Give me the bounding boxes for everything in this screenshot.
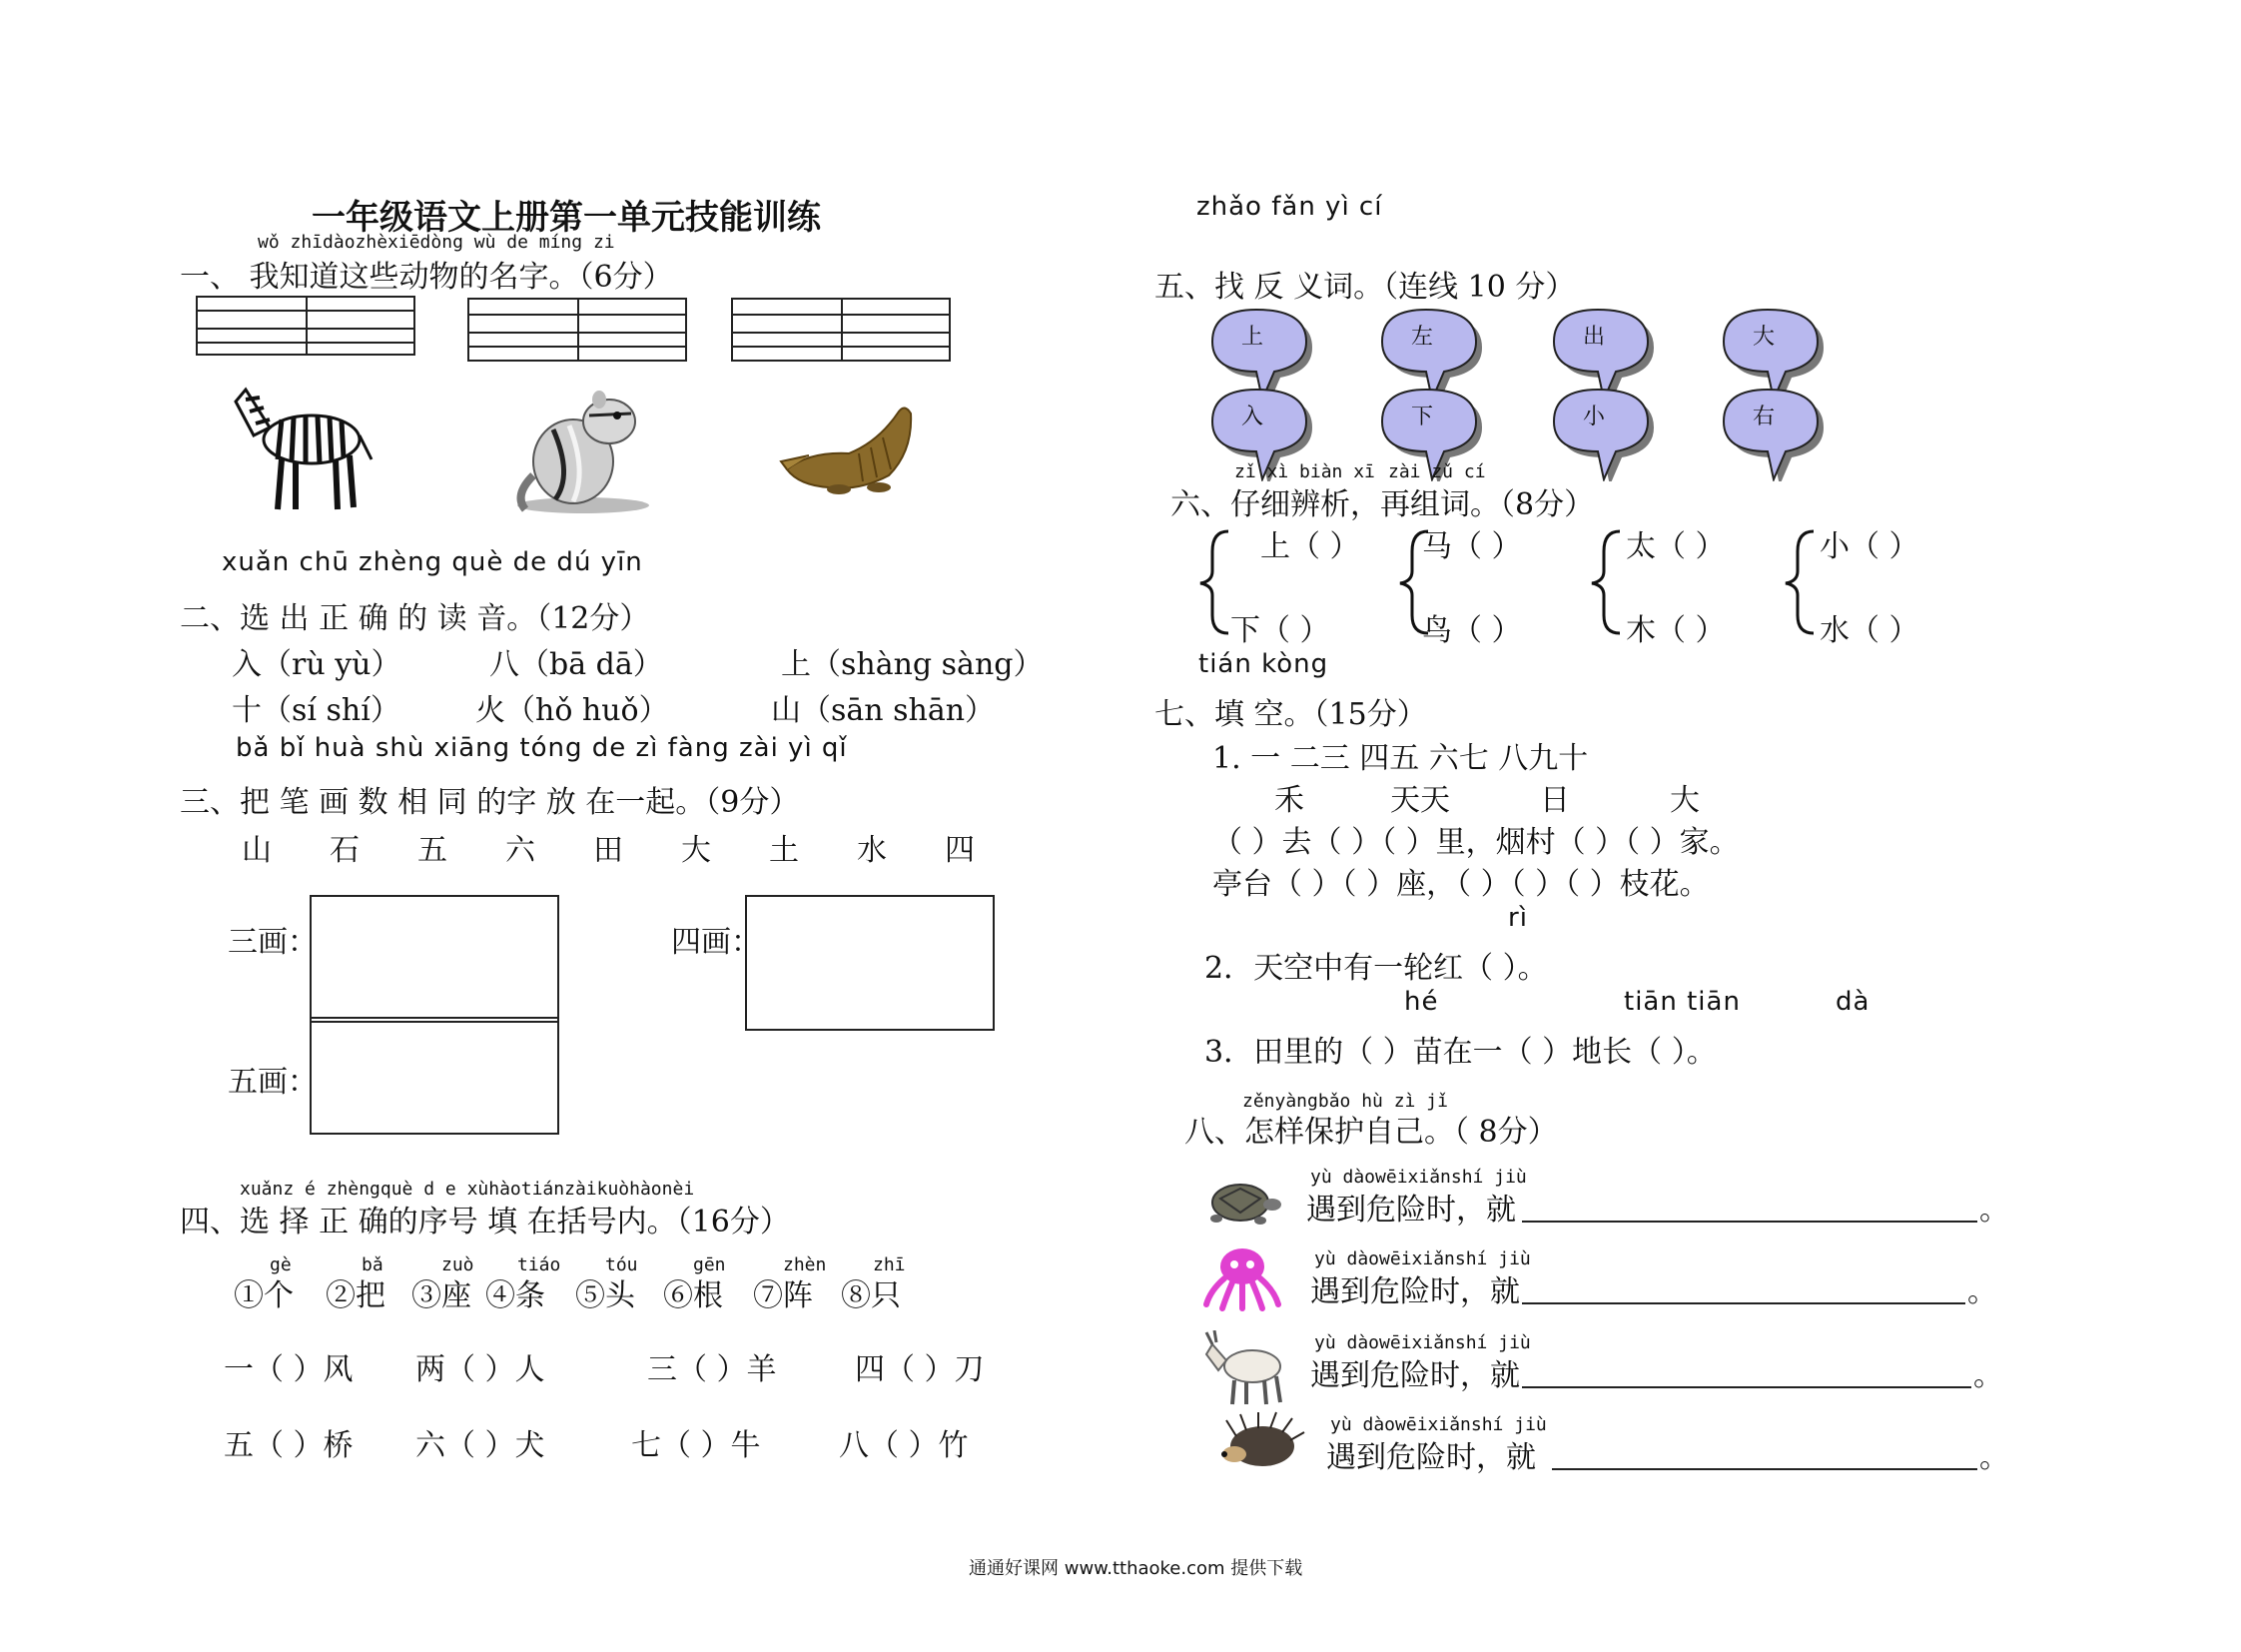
line-pinyin: yù dàowēixiǎnshí jiù [1314,1248,1531,1269]
s6-heading: 六、仔细辨析，再组词。（8分） [1170,487,1595,522]
option: ①个 [234,1278,294,1313]
measure-blank[interactable]: 四（ ）刀 [855,1352,985,1387]
s3-char: 五 [417,833,447,868]
antonym-bubble-bottom[interactable] [1374,382,1464,453]
s7-q2-pinyin: rì [1508,903,1528,933]
line-end: 。 [1979,1193,2009,1228]
page-title: 一年级语文上册第一单元技能训练 [312,198,821,238]
line-pinyin: yù dàowēixiǎnshí jiù [1330,1414,1547,1435]
word-blank[interactable]: 小（ ） [1820,529,1919,564]
octopus-image [1202,1244,1282,1312]
option: ②把 [326,1278,385,1313]
antonym-bubble-bottom[interactable] [1716,382,1806,453]
line-end: 。 [1973,1358,2003,1393]
s2-item-1: 入（rù yù） [232,647,401,682]
line-text: 遇到危险时，就 [1306,1193,1516,1228]
s8-heading: 八、怎样保护自己。（ 8分） [1184,1115,1558,1150]
turtle-image [1202,1169,1282,1233]
s1-heading: 一、 我知道这些动物的名字。（6分） [180,260,673,295]
line-pinyin: yù dàowēixiǎnshí jiù [1314,1332,1531,1353]
s7-q2[interactable]: 2．天空中有一轮红（ ）。 [1204,951,1548,986]
option: ⑦阵 [753,1278,813,1313]
s3-char: 石 [330,833,360,868]
s2-item-5: 火（hǒ huǒ） [475,693,669,728]
s2-item-6: 山（sān shān） [771,693,996,728]
s2-item-4: 十（sí shí） [232,693,400,728]
line-pinyin: yù dàowēixiǎnshí jiù [1310,1167,1527,1188]
s3-pinyin: bǎ bǐ huà shù xiāng tóng de zì fàng zài yì qǐ [236,733,848,763]
brace-icon [1782,527,1822,637]
s3-char: 水 [857,833,887,868]
s7-q1-word: 大 [1670,783,1700,818]
s3-char: 六 [505,833,535,868]
measure-blank[interactable]: 八（ ）竹 [839,1428,969,1463]
answer-line[interactable] [1522,1350,1971,1388]
s2-heading: 二、选 出 正 确 的 读 音。（12分） [180,601,650,636]
antonym-bubble-bottom[interactable] [1546,382,1636,453]
s7-q1-word: 日 [1540,783,1570,818]
line-text: 遇到危险时，就 [1310,1274,1520,1309]
bubble-label: 上 [1240,325,1263,350]
opt-pinyin: zhèn [783,1254,827,1275]
answer-line[interactable] [1552,1432,1977,1470]
s3-char: 大 [681,833,711,868]
measure-blank[interactable]: 两（ ）人 [415,1352,545,1387]
s7-q1-numbers: 1. 一 二三 四五 六七 八九十 [1212,741,1589,776]
measure-blank[interactable]: 六（ ）犬 [415,1428,545,1463]
footer-credit: 通通好课网 www.tthaoke.com 提供下载 [969,1558,1303,1579]
line-end: 。 [1979,1440,2009,1475]
antonym-bubble-top[interactable] [1204,302,1294,374]
antonym-bubble-top[interactable] [1546,302,1636,374]
bubble-label: 出 [1582,325,1605,350]
word-blank[interactable]: 水（ ） [1820,613,1919,648]
pinyin-grid-1 [196,296,415,356]
s7-poem-line[interactable]: （ ）去（ ）（ ）里，烟村（ ）（ ）家。 [1212,825,1740,860]
word-blank[interactable]: 鸟（ ） [1422,613,1522,648]
opt-pinyin: gēn [693,1254,726,1275]
line-text: 遇到危险时，就 [1310,1358,1520,1393]
opt-pinyin: tóu [605,1254,638,1275]
s8-pinyin: zěnyàngbǎo hù zì jǐ [1242,1091,1448,1112]
s7-q1-word: 天天 [1390,783,1450,818]
option: ⑤头 [575,1278,635,1313]
s4-heading: 四、选 择 正 确的序号 填 在括号内。（16分） [180,1205,790,1239]
word-blank[interactable]: 马（ ） [1422,529,1522,564]
chipmunk-image [513,386,663,515]
opt-pinyin: zuò [441,1254,474,1275]
opt-pinyin: tiáo [517,1254,561,1275]
option: ④条 [485,1278,545,1313]
measure-blank[interactable]: 七（ ）牛 [631,1428,761,1463]
s2-item-3: 上（shàng sàng） [781,647,1044,682]
opt-pinyin: bǎ [362,1254,383,1275]
bubble-label: 左 [1410,325,1433,350]
bubble-label: 大 [1752,325,1775,350]
antonym-bubble-top[interactable] [1374,302,1464,374]
word-blank[interactable]: 上（ ） [1260,529,1360,564]
bubble-label: 右 [1752,405,1775,429]
answer-line[interactable] [1522,1266,1965,1304]
answer-box-five-strokes[interactable] [310,1017,559,1135]
line-text: 遇到危险时，就 [1326,1440,1536,1475]
s7-poem-line[interactable]: 亭台（ ）（ ）座，（ ）（ ）（ ）枝花。 [1212,867,1710,902]
s5-pinyin: zhǎo fǎn yì cí [1196,192,1383,222]
antonym-bubble-top[interactable] [1716,302,1806,374]
antonym-bubble-bottom[interactable] [1204,382,1294,453]
s6-pinyin-b: zài zǔ cí [1388,461,1486,482]
s7-heading: 七、填 空。（15分） [1154,697,1427,732]
measure-blank[interactable]: 五（ ）桥 [224,1428,354,1463]
zebra-image [232,380,379,519]
s7-q1-word: 禾 [1274,783,1304,818]
s7-q3-pinyin: dà [1836,987,1870,1017]
goat-image [1202,1330,1292,1410]
option: ⑧只 [841,1278,901,1313]
option: ③座 [411,1278,471,1313]
crocodile-image [779,392,919,501]
s1-pinyin: wǒ zhīdàozhèxiēdòng wù de míng zi [258,232,615,253]
line-end: 。 [1967,1274,1997,1309]
s2-item-2: 八（bā dā） [489,647,663,682]
hedgehog-image [1216,1410,1306,1474]
label-five-strokes: 五画： [228,1065,318,1100]
brace-icon [1588,527,1628,637]
word-blank[interactable]: 下（ ） [1230,613,1330,648]
s7-q3[interactable]: 3．田里的（ ）苗在一（ ）地长（ ）。 [1204,1035,1717,1070]
s3-char: 四 [945,833,975,868]
answer-box-four-strokes[interactable] [745,895,995,1031]
label-three-strokes: 三画： [228,925,318,960]
opt-pinyin: gè [270,1254,292,1275]
answer-box-three-strokes[interactable] [310,895,559,1023]
s3-char: 土 [769,833,799,868]
pinyin-grid-2 [467,298,687,362]
bubble-label: 下 [1410,405,1433,429]
answer-line[interactable] [1522,1185,1977,1223]
s4-pinyin: xuǎnz é zhèngquè d e xùhàotiánzàikuòhàonèi [240,1179,695,1200]
bubble-label: 入 [1240,405,1263,429]
s7-q3-pinyin: tiān tiān [1624,987,1741,1017]
s3-char: 田 [593,833,623,868]
s3-heading: 三、把 笔 画 数 相 同 的字 放 在一起。（9分） [180,785,800,820]
word-blank[interactable]: 木（ ） [1626,613,1726,648]
s3-char: 山 [242,833,272,868]
s2-pinyin: xuǎn chū zhèng què de dú yīn [222,547,643,577]
opt-pinyin: zhī [873,1254,906,1275]
bubble-label: 小 [1582,405,1605,429]
label-four-strokes: 四画： [671,925,761,960]
pinyin-grid-3 [731,298,951,362]
measure-blank[interactable]: 三（ ）羊 [647,1352,777,1387]
s7-q3-pinyin: hé [1404,987,1439,1017]
s5-heading: 五、找 反 义词。（连线 10 分） [1154,270,1576,305]
s7-pinyin: tián kòng [1198,649,1329,679]
s6-pinyin-a: zǐ xì biàn xī [1234,461,1375,482]
word-blank[interactable]: 太（ ） [1626,529,1726,564]
option: ⑥根 [663,1278,723,1313]
measure-blank[interactable]: 一（ ）风 [224,1352,354,1387]
